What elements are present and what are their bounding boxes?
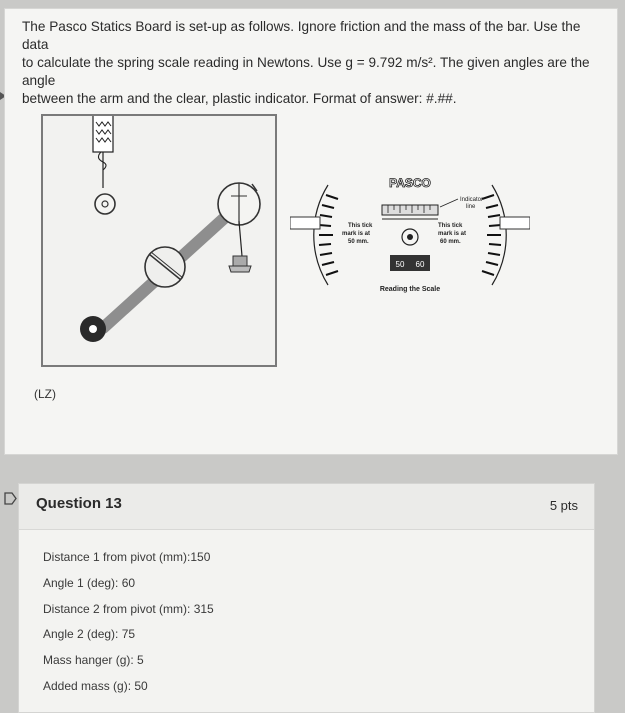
mass-hanger (233, 256, 247, 266)
question-points: 5 pts (549, 498, 578, 513)
left-note-2: mark is at (342, 231, 371, 237)
prompt-line-3: between the arm and the clear, plastic indicator. Format of answer: #.##. (22, 91, 457, 106)
question-parameters (43, 550, 214, 705)
bookmark-flag-icon[interactable] (4, 492, 17, 505)
left-note-1: This tick (348, 223, 373, 229)
window-right-value: 60 (415, 260, 425, 269)
scale-caption: Reading the Scale (379, 286, 441, 293)
statics-board-drawing (43, 116, 275, 365)
prompt-line-2: to calculate the spring scale reading in Newtons. Use g = 9.792 m/s². The given angles are the angle (22, 55, 590, 88)
indicator-label-2: line (466, 204, 476, 210)
brand-label: PASCO (389, 176, 431, 190)
spring-scale-body (93, 116, 113, 152)
right-note-2: mark is at (438, 231, 467, 237)
statics-board-diagram (41, 114, 277, 367)
param-angle-2: Angle 2 (deg): 75 (43, 627, 136, 642)
left-note-3: 50 mm. (348, 239, 369, 245)
arm-attachment-1 (95, 194, 115, 214)
indicator-label: Indicator (460, 197, 484, 203)
question-card (18, 483, 595, 713)
right-note-1: This tick (438, 223, 463, 229)
param-mass-hanger: Mass hanger (g): 5 (43, 653, 144, 668)
window-left-value: 50 (395, 260, 405, 269)
scale-reading-drawing (290, 175, 530, 305)
param-distance-2: Distance 2 from pivot (mm): 315 (43, 601, 214, 616)
param-angle-1: Angle 1 (deg): 60 (43, 575, 136, 590)
question-header (19, 484, 594, 530)
question-title: Question 13 (36, 495, 122, 512)
image-credit: (LZ) (34, 387, 56, 401)
hanger-string (239, 221, 242, 256)
problem-statement (22, 18, 607, 108)
prompt-line-1: The Pasco Statics Board is set-up as follows. Ignore friction and the mass of the bar. Use the data (22, 19, 581, 52)
right-note-3: 60 mm. (440, 239, 461, 245)
param-added-mass: Added mass (g): 50 (43, 678, 148, 693)
param-distance-1: Distance 1 from pivot (mm):150 (43, 550, 211, 564)
scale-reading-diagram (290, 175, 530, 310)
